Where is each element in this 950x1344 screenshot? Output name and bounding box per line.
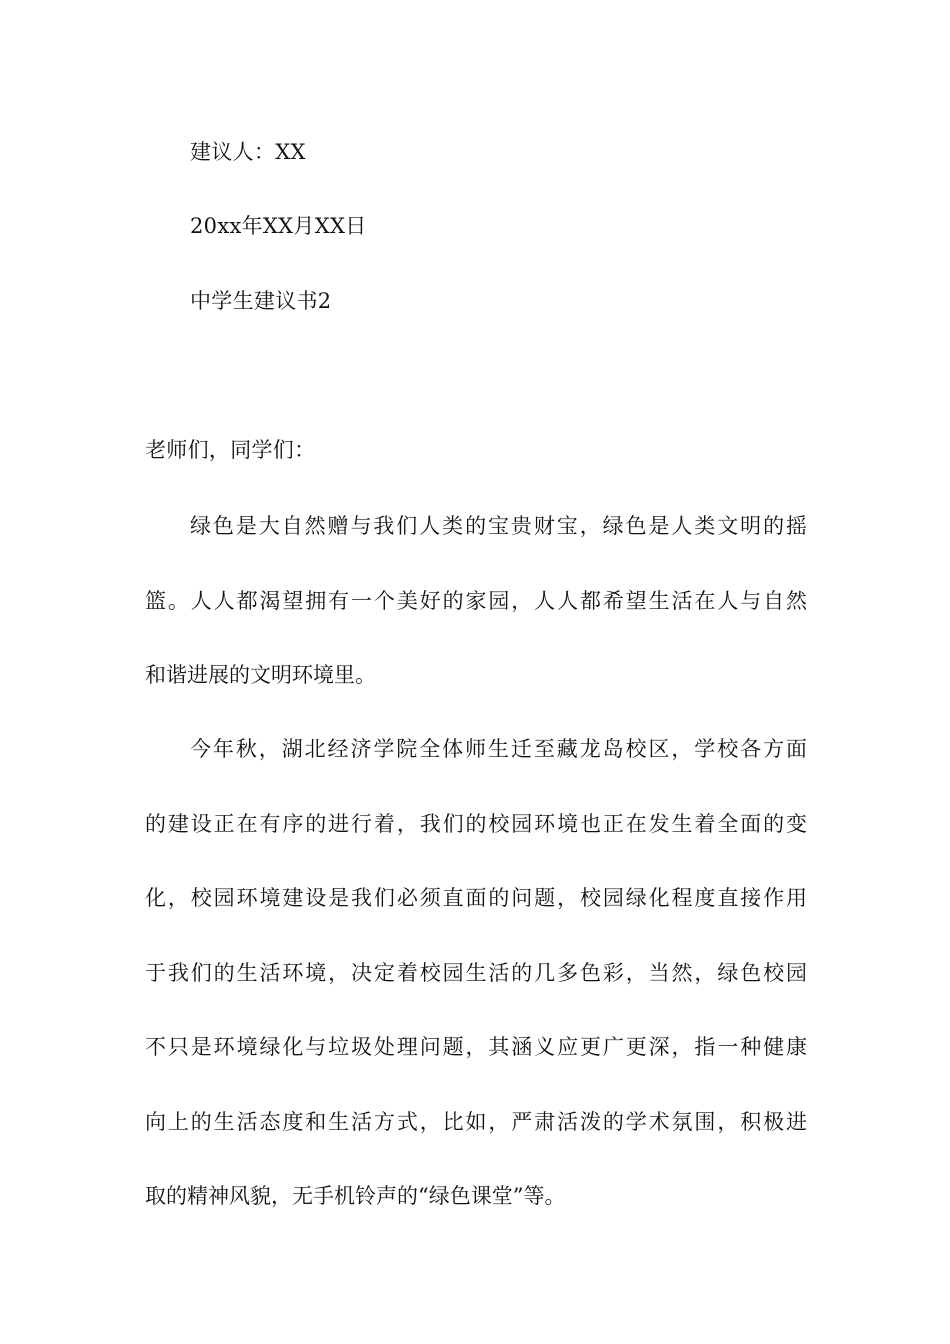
paragraph-line: 不只是环境绿化与垃圾处理问题，其涵义应更广更深，指一种健康 [145, 1035, 807, 1059]
paragraph-line: 的建设正在有序的进行着，我们的校园环境也正在发生着全面的变 [145, 811, 807, 836]
date-line: 20xx年XX月XX日 [190, 214, 367, 238]
salutation: 老师们，同学们： [145, 438, 316, 462]
paragraph-line: 取的精神风貌，无手机铃声的“绿色课堂”等。 [145, 1184, 566, 1208]
paragraph-line: 今年秋，湖北经济学院全体师生迁至藏龙岛校区，学校各方面 [190, 737, 807, 761]
paragraph-line: 和谐进展的文明环境里。 [145, 663, 376, 687]
paragraph-line: 绿色是大自然赠与我们人类的宝贵财宝，绿色是人类文明的摇 [190, 514, 807, 538]
paragraph-line: 于我们的生活环境，决定着校园生活的几多色彩，当然，绿色校园 [145, 960, 807, 985]
paragraph-line: 向上的生活态度和生活方式，比如，严肃活泼的学术氛围，积极进 [145, 1109, 807, 1134]
paragraph-line: 化，校园环境建设是我们必须直面的问题，校园绿化程度直接作用 [145, 886, 807, 910]
paragraph-1 [145, 489, 807, 713]
document-title: 中学生建议书2 [190, 289, 332, 313]
paragraph-line: 篮。人人都渴望拥有一个美好的家园，人人都希望生活在人与自然 [145, 588, 807, 613]
proposer-line: 建议人：XX [190, 140, 306, 164]
paragraph-2 [145, 712, 807, 1234]
